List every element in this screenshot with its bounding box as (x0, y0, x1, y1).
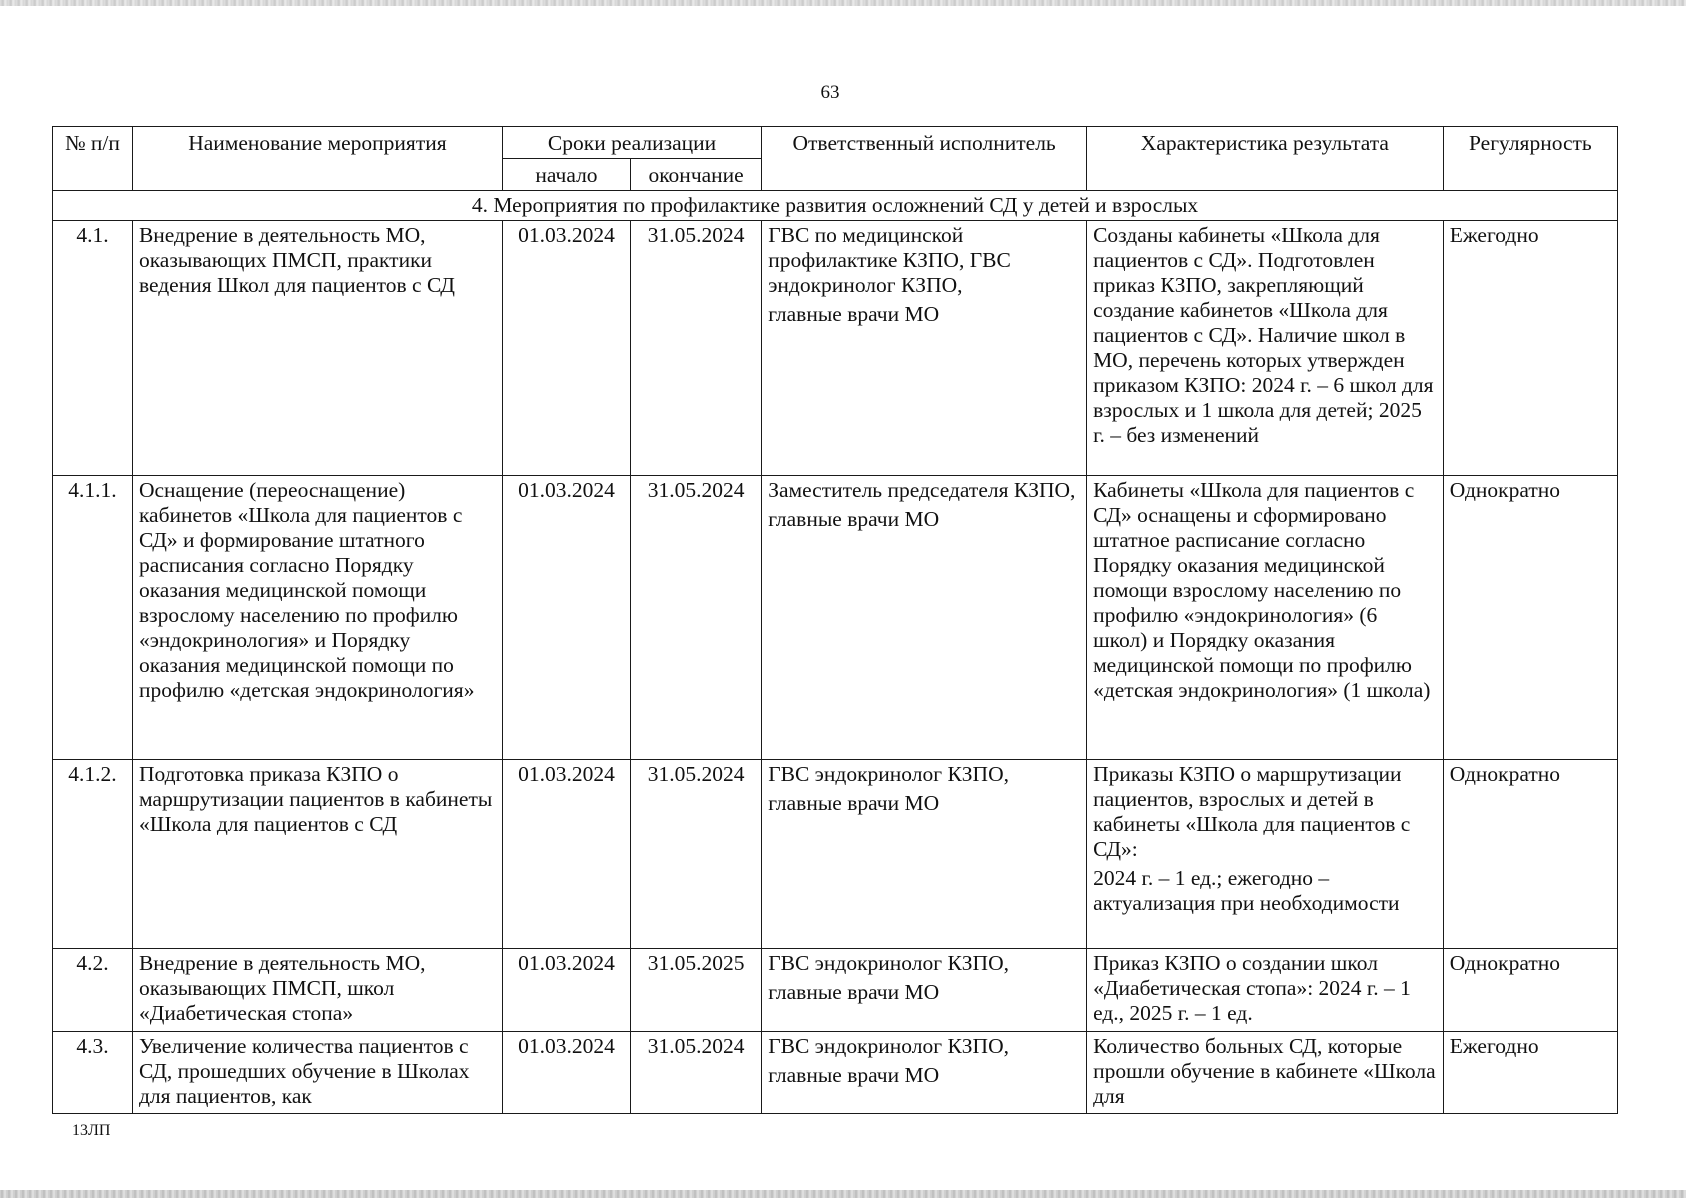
row-num: 4.1.2. (53, 760, 133, 949)
row-regularity: Однократно (1443, 760, 1617, 949)
header-start: начало (502, 159, 630, 191)
row-start: 01.03.2024 (502, 476, 630, 760)
row-regularity: Ежегодно (1443, 221, 1617, 476)
page-number: 63 (820, 82, 840, 103)
section-title: 4. Мероприятия по профилактике развития осложнений СД у детей и взрослых (53, 191, 1618, 221)
row-regularity: Однократно (1443, 949, 1617, 1032)
row-result (1087, 760, 1444, 949)
row-result: Количество больных СД, которые прошли обучение в кабинете «Школа для (1087, 1032, 1444, 1114)
header-row-1 (53, 127, 1618, 159)
row-name: Внедрение в деятельность МО, оказывающих ПМСП, школ «Диабетическая стопа» (132, 949, 502, 1032)
row-responsible-line: ГВС эндокринолог КЗПО, (768, 951, 1009, 975)
row-responsible-line: ГВС эндокринолог КЗПО, (768, 1034, 1009, 1058)
header-num: № п/п (53, 127, 133, 191)
row-end: 31.05.2024 (631, 221, 762, 476)
row-regularity: Ежегодно (1443, 1032, 1617, 1114)
row-result-line: 2024 г. – 1 ед.; ежегодно – актуализация при необходимости (1093, 866, 1400, 915)
header-name: Наименование мероприятия (132, 127, 502, 191)
row-responsible (762, 1032, 1087, 1114)
scan-edge-bottom (0, 1190, 1686, 1198)
table-row (53, 949, 1618, 1032)
row-result: Приказ КЗПО о создании школ «Диабетическая стопа»: 2024 г. – 1 ед., 2025 г. – 1 ед. (1087, 949, 1444, 1032)
header-responsible: Ответственный исполнитель (762, 127, 1087, 191)
row-name: Оснащение (переоснащение) кабинетов «Школа для пациентов с СД» и формирование штатного расписания согласно Порядку оказания медицинской помощи взрослому населению по профилю «эндокринология» и Порядку оказания медицинской помощи по профилю «детская эндокринология» (132, 476, 502, 760)
row-end: 31.05.2024 (631, 760, 762, 949)
row-end: 31.05.2024 (631, 1032, 762, 1114)
row-num: 4.3. (53, 1032, 133, 1114)
row-result-line: Приказы КЗПО о маршрутизации пациентов, взрослых и детей в кабинеты «Школа для пациентов с СД»: (1093, 762, 1411, 861)
row-responsible-line: главные врачи МО (768, 302, 940, 326)
row-name: Увеличение количества пациентов с СД, прошедших обучение в Школах для пациентов, как (132, 1032, 502, 1114)
row-responsible (762, 221, 1087, 476)
row-name: Подготовка приказа КЗПО о маршрутизации пациентов в кабинеты «Школа для пациентов с СД (132, 760, 502, 949)
row-start: 01.03.2024 (502, 760, 630, 949)
header-result: Характеристика результата (1087, 127, 1444, 191)
table-row (53, 476, 1618, 760)
scan-edge-top (0, 0, 1686, 6)
footer-code: 13ЛП (72, 1122, 111, 1139)
row-responsible-line: ГВС по медицинской профилактике КЗПО, ГВС эндокринолог КЗПО, (768, 223, 1011, 297)
row-num: 4.1.1. (53, 476, 133, 760)
table-row (53, 1032, 1618, 1114)
row-regularity: Однократно (1443, 476, 1617, 760)
row-start: 01.03.2024 (502, 1032, 630, 1114)
table-row (53, 221, 1618, 476)
plan-table (52, 126, 1618, 1114)
row-responsible (762, 476, 1087, 760)
row-num: 4.1. (53, 221, 133, 476)
row-responsible-line: главные врачи МО (768, 980, 940, 1004)
row-end: 31.05.2025 (631, 949, 762, 1032)
row-name: Внедрение в деятельность МО, оказывающих ПМСП, практики ведения Школ для пациентов с СД (132, 221, 502, 476)
header-period: Сроки реализации (502, 127, 761, 159)
row-start: 01.03.2024 (502, 949, 630, 1032)
row-result: Созданы кабинеты «Школа для пациентов с СД». Подготовлен приказ КЗПО, закрепляющий создание кабинетов «Школа для пациентов с СД». Наличие школ в МО, перечень которых утвержден приказом КЗПО: 2024 г. – 6 школ для взрослых и 1 школа для детей; 2025 г. – без изменений (1087, 221, 1444, 476)
row-num: 4.2. (53, 949, 133, 1032)
row-end: 31.05.2024 (631, 476, 762, 760)
section-row (53, 191, 1618, 221)
row-responsible-line: главные врачи МО (768, 507, 940, 531)
row-responsible-line: Заместитель председателя КЗПО, (768, 478, 1076, 502)
header-end: окончание (631, 159, 762, 191)
header-regularity: Регулярность (1443, 127, 1617, 191)
row-responsible-line: главные врачи МО (768, 791, 940, 815)
row-responsible-line: ГВС эндокринолог КЗПО, (768, 762, 1009, 786)
row-responsible-line: главные врачи МО (768, 1063, 940, 1087)
row-responsible (762, 760, 1087, 949)
row-start: 01.03.2024 (502, 221, 630, 476)
table-row (53, 760, 1618, 949)
row-responsible (762, 949, 1087, 1032)
row-result: Кабинеты «Школа для пациентов с СД» оснащены и сформировано штатное расписание согласно Порядку оказания медицинской помощи взрослому населению по профилю «эндокринология» (6 школ) и Порядку оказания медицинской помощи по профилю «детская эндокринология» (1 школа) (1087, 476, 1444, 760)
